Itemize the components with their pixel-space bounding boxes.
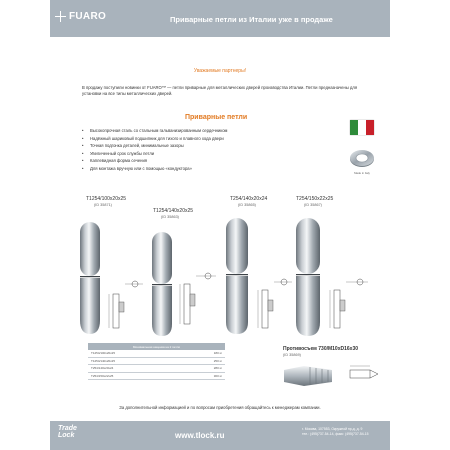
anti-removal-pin-image xyxy=(280,360,340,390)
feature-item: • Точная подгонка деталей, минимальные зазоры xyxy=(82,142,312,150)
nut-id: (ID 35869) xyxy=(283,353,301,357)
table-cell-price: 250 кг xyxy=(181,357,225,365)
product-id: (ID 35863) xyxy=(161,215,179,219)
table-header: Минимальная наценка на 2 петли xyxy=(88,343,225,350)
intro-paragraph: В продажу поступили новинки от FUARO™ — петли приварные для металлических дверей производства Италии. Петли предназначены для установки на все типы металлических дверей. xyxy=(82,85,358,96)
brand-line: Trade xyxy=(58,425,77,432)
feature-item: • Увеличенный срок службы петли xyxy=(82,150,312,158)
table-cell-name: T254/150x22x25 xyxy=(88,372,181,380)
table-row xyxy=(88,372,225,380)
product-name: T254/140x20x24 xyxy=(230,196,268,202)
header-bar xyxy=(50,0,390,37)
hinge-image xyxy=(294,212,322,338)
product-name: T1254/100x20x25 xyxy=(86,196,127,202)
logo-text: FUARO xyxy=(69,11,107,22)
header-title: Приварные петли из Италии уже в продаже xyxy=(170,15,333,24)
product-id: (ID 35867) xyxy=(304,203,322,207)
logo-mark-icon xyxy=(55,11,66,22)
washer-icon xyxy=(348,148,376,168)
nut-title: Противосъем 730/М10хD16х30 xyxy=(283,346,359,352)
table-row xyxy=(88,365,225,373)
feature-item: • Каплевидная форма сечения xyxy=(82,157,312,165)
feature-list xyxy=(82,127,312,173)
footer-bar xyxy=(50,421,390,450)
feature-item: • Для монтажа вручную или с помощью «кондуктора» xyxy=(82,165,312,173)
table-cell-name: T254/140x20x24 xyxy=(88,365,181,373)
table-cell-price: 180 кг xyxy=(181,350,225,357)
product-name: T1254/140x20x25 xyxy=(153,208,194,214)
table-cell-price: 280 кг xyxy=(181,365,225,373)
flag-stripe-green xyxy=(350,120,358,135)
table-row xyxy=(88,350,225,357)
pin-schematic xyxy=(348,360,382,388)
hinge-schematic xyxy=(326,270,370,332)
flag-stripe-red xyxy=(366,120,374,135)
brand-line: Lock xyxy=(58,432,75,439)
address-line: г. Москва, 107553, Окружной пр-д, д. 9 xyxy=(302,427,363,431)
table-cell-price: 300 кг xyxy=(181,372,225,380)
product-id: (ID 35865) xyxy=(238,203,256,207)
hinge-schematic xyxy=(176,262,218,328)
washer-label: Made in Italy xyxy=(354,171,370,175)
address-line: тел.: (495)737-54-14, факс: (495)737-54-15 xyxy=(302,431,369,436)
address-block xyxy=(302,427,387,436)
footer-note: За дополнительной информацией и по вопросам приобретения обращайтесь к менеджерам компании. xyxy=(119,405,321,410)
product-name: T254/150x22x25 xyxy=(296,196,334,202)
flag-stripe-white xyxy=(358,120,366,135)
hinge-image xyxy=(150,228,174,338)
price-table xyxy=(88,343,225,380)
feature-item: • Надёжный шариковый подшипник для тихого и плавного хода двери xyxy=(82,135,312,143)
feature-item: • Высокопрочная сталь со стальным гальванизированным сердечником xyxy=(82,127,312,135)
fuaro-logo xyxy=(55,11,106,22)
hinge-image xyxy=(78,216,102,336)
italy-flag-icon xyxy=(350,120,374,135)
table-cell-name: T1254/100x20x25 xyxy=(88,350,181,357)
table-row xyxy=(88,357,225,365)
hinge-image xyxy=(224,212,250,337)
tradelock-logo xyxy=(58,425,77,439)
hinge-schematic xyxy=(254,270,294,332)
product-id: (ID 35871) xyxy=(94,203,112,207)
greeting: Уважаемые партнеры! xyxy=(193,68,247,74)
website-link[interactable]: www.tlock.ru xyxy=(175,431,225,440)
page xyxy=(50,0,390,450)
section-title: Приварные петли xyxy=(185,114,248,121)
table-cell-name: T1254/140x20x25 xyxy=(88,357,181,365)
hinge-schematic xyxy=(105,272,145,332)
